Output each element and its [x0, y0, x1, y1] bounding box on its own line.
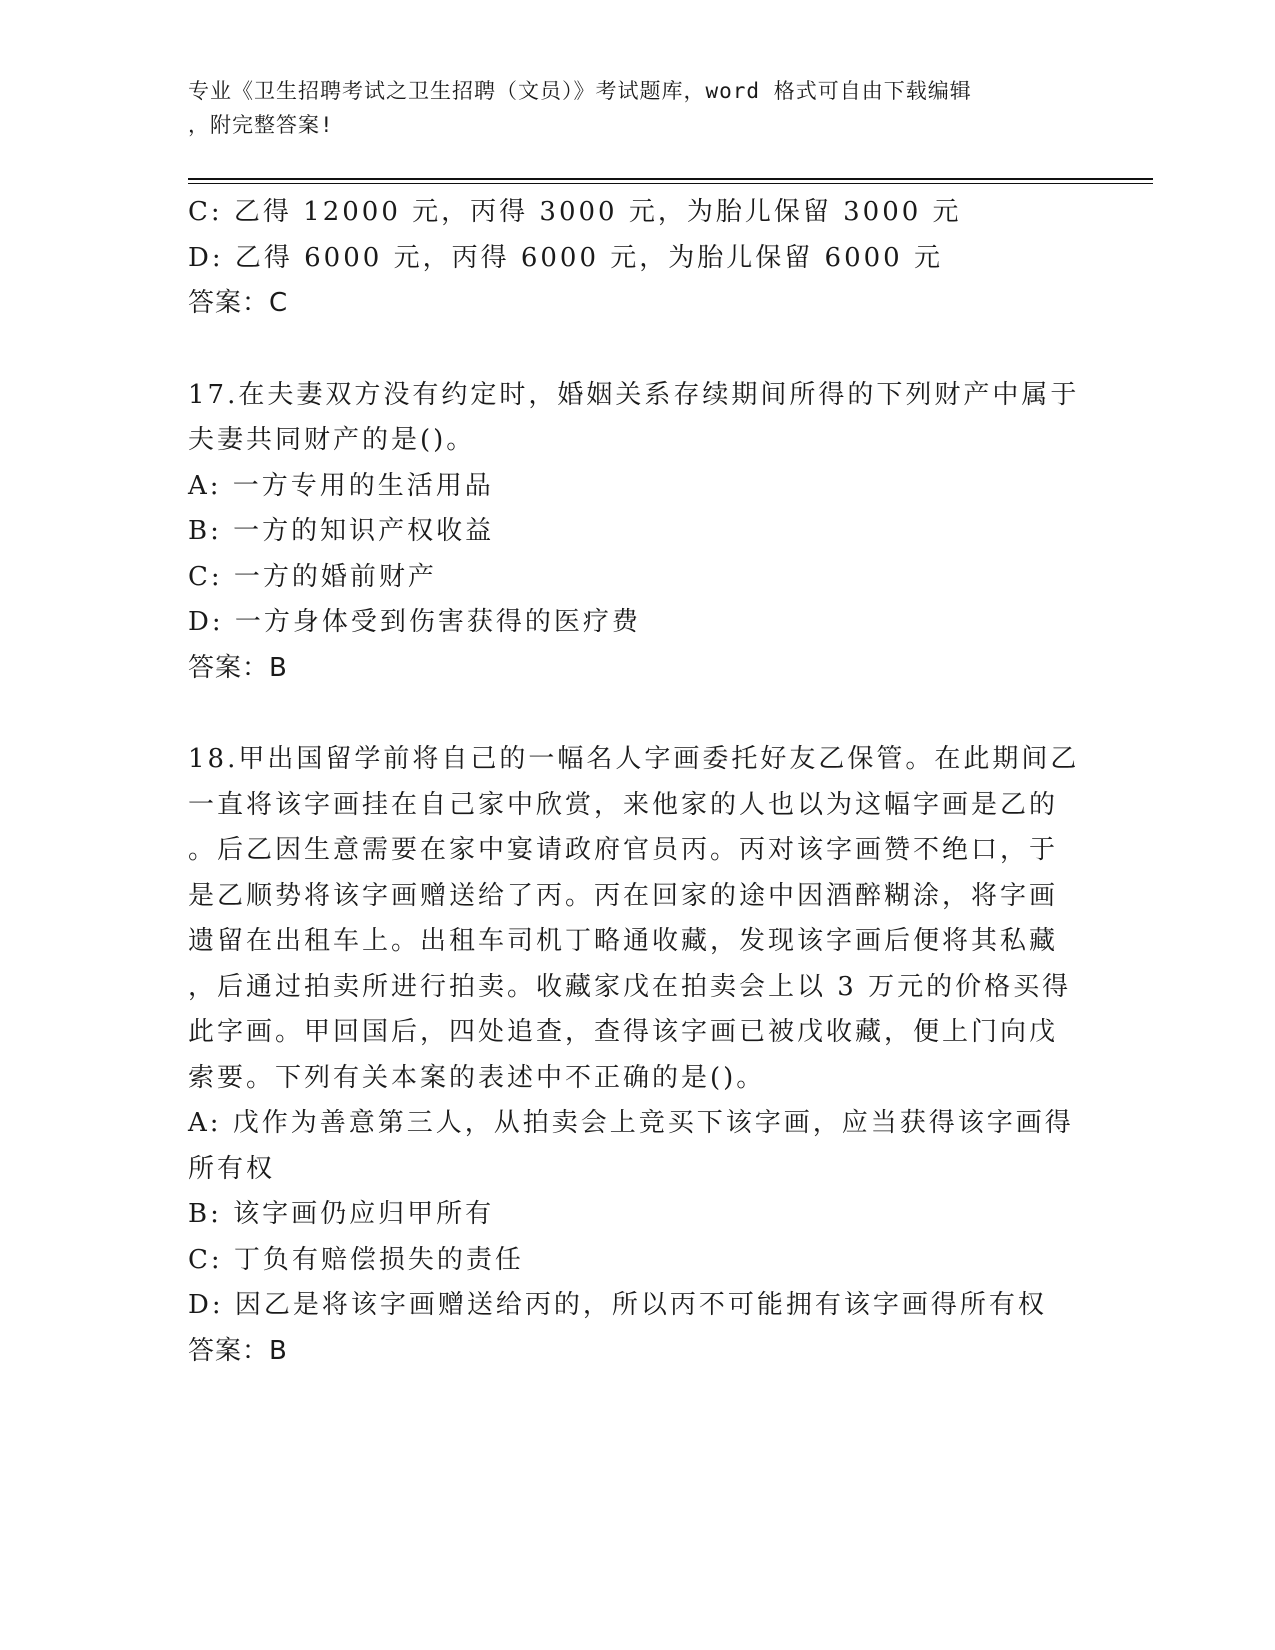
header-line-1: 专业《卫生招聘考试之卫生招聘（文员）》考试题库，word 格式可自由下载编辑: [188, 79, 972, 103]
option-d: D: 一方身体受到伤害获得的医疗费: [188, 607, 641, 637]
header-line-2: ，附完整答案!: [188, 113, 334, 137]
option-c: C: 乙得 12000 元，丙得 3000 元，为胎儿保留 3000 元: [188, 197, 962, 227]
option-d: D: 因乙是将该字画赠送给丙的，所以丙不可能拥有该字画得所有权: [188, 1290, 1047, 1320]
question-stem-line: 遗留在出租车上。出租车司机丁略通收藏，发现该字画后便将其私藏: [188, 926, 1059, 956]
option-b: B: 该字画仍应归甲所有: [188, 1199, 495, 1229]
question-stem-line: 。后乙因生意需要在家中宴请政府官员丙。丙对该字画赞不绝口，于: [188, 835, 1059, 865]
option-b: B: 一方的知识产权收益: [188, 516, 495, 546]
option-a: A: 一方专用的生活用品: [188, 470, 494, 501]
document-body: [188, 190, 1078, 1374]
question-16-continued: [188, 190, 1078, 327]
answer-line: 答案：B: [188, 652, 288, 683]
header-divider-thick: [188, 178, 1153, 180]
option-d: D: 乙得 6000 元，丙得 6000 元，为胎儿保留 6000 元: [188, 242, 943, 273]
header-divider-thin: [188, 183, 1153, 184]
question-stem-line: 夫妻共同财产的是()。: [188, 425, 476, 455]
option-c: C: 丁负有赔偿损失的责任: [188, 1244, 524, 1275]
question-stem-line: 是乙顺势将该字画赠送给了丙。丙在回家的途中因酒醉糊涂，将字画: [188, 880, 1059, 911]
answer-line: 答案：C: [188, 288, 289, 318]
question-stem-line: 17.在夫妻双方没有约定时，婚姻关系存续期间所得的下列财产中属于: [188, 379, 1080, 410]
question-18: [188, 737, 1078, 1374]
question-stem-line: 一直将该字画挂在自己家中欣赏，来他家的人也以为这幅字画是乙的: [188, 789, 1059, 820]
document-header: [188, 74, 1088, 142]
option-a-continued: 所有权: [188, 1153, 276, 1184]
option-a: A: 戊作为善意第三人，从拍卖会上竞买下该字画，应当获得该字画得: [188, 1108, 1074, 1138]
question-stem-line: ，后通过拍卖所进行拍卖。收藏家戊在拍卖会上以 3 万元的价格买得: [188, 971, 1072, 1002]
question-stem-line: 此字画。甲回国后，四处追查，查得该字画已被戊收藏，便上门向戊: [188, 1017, 1059, 1047]
question-17: [188, 373, 1078, 692]
question-stem-line: 索要。下列有关本案的表述中不正确的是()。: [188, 1062, 766, 1093]
option-c: C: 一方的婚前财产: [188, 561, 437, 592]
answer-line: 答案：B: [188, 1335, 288, 1366]
question-stem-line: 18.甲出国留学前将自己的一幅名人字画委托好友乙保管。在此期间乙: [188, 744, 1080, 774]
